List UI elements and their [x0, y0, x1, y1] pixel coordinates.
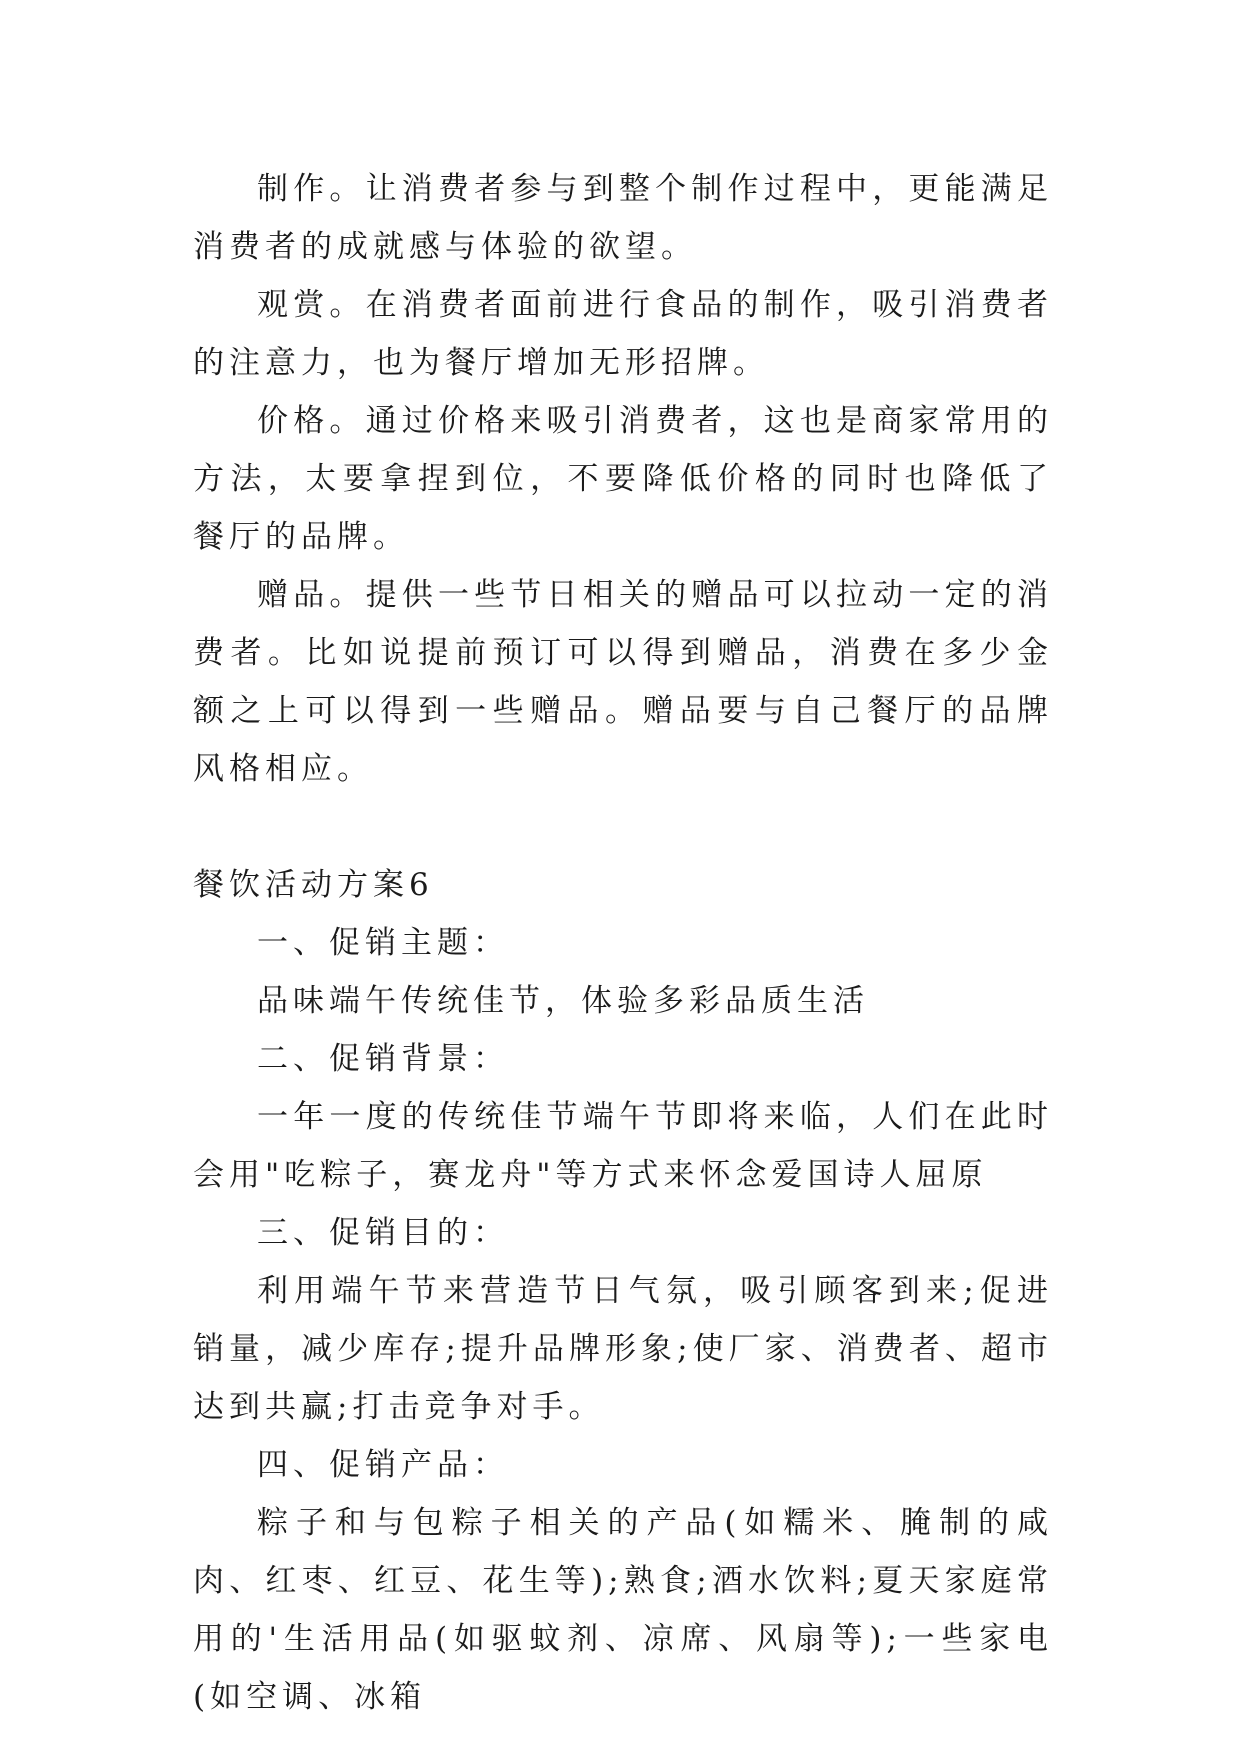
- paragraph-viewing: 观赏。在消费者面前进行食品的制作，吸引消费者的注意力，也为餐厅增加无形招牌。: [193, 287, 1053, 381]
- paragraph-production: 制作。让消费者参与到整个制作过程中，更能满足消费者的成就感与体验的欲望。: [193, 171, 1053, 265]
- heading-promo-background: 二、促销背景：: [257, 1041, 509, 1077]
- heading-promo-products: 四、促销产品：: [257, 1447, 509, 1483]
- section-spacer: [193, 798, 1053, 856]
- paragraph-promo-goal: 利用端午节来营造节日气氛，吸引顾客到来;促进销量，减少库存;提升品牌形象;使厂家、消费者、超市达到共赢;打击竞争对手。: [193, 1273, 1053, 1425]
- document-page: [193, 160, 1053, 1726]
- paragraph-gifts: 赠品。提供一些节日相关的赠品可以拉动一定的消费者。比如说提前预订可以得到赠品，消费在多少金额之上可以得到一些赠品。赠品要与自己餐厅的品牌风格相应。: [193, 577, 1053, 787]
- heading-promo-theme: 一、促销主题：: [257, 925, 509, 961]
- heading-promo-goal: 三、促销目的：: [257, 1215, 509, 1251]
- paragraph-promo-theme: 品味端午传统佳节，体验多彩品质生活: [257, 983, 869, 1019]
- paragraph-price: 价格。通过价格来吸引消费者，这也是商家常用的方法，太要拿捏到位，不要降低价格的同时也降低了餐厅的品牌。: [193, 403, 1053, 555]
- section-title: 餐饮活动方案6: [193, 867, 434, 903]
- paragraph-promo-background: 一年一度的传统佳节端午节即将来临，人们在此时会用"吃粽子，赛龙舟"等方式来怀念爱国诗人屈原: [193, 1099, 1053, 1193]
- paragraph-promo-products: 粽子和与包粽子相关的产品(如糯米、腌制的咸肉、红枣、红豆、花生等);熟食;酒水饮料;夏天家庭常用的'生活用品(如驱蚊剂、凉席、风扇等);一些家电(如空调、冰箱: [193, 1505, 1053, 1715]
